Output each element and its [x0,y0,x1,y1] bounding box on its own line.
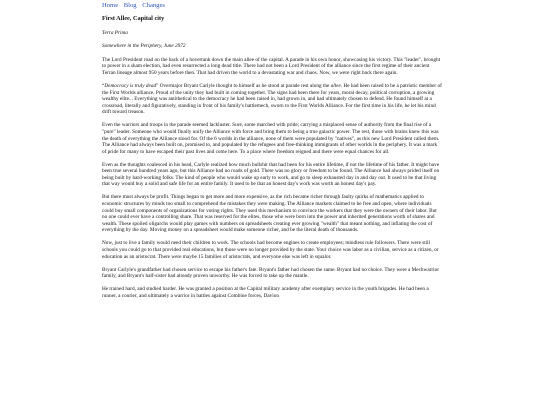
nav-link-blog[interactable]: Blog [123,2,137,9]
paragraph-8: He trained hard, and studied harder. He was granted a position at the Capital military academy after exemplary service in the youth brigades. He had been a runner, a courier, and ultimately a warrior in battles against Combine forces, Davion [102,286,429,299]
quote-text: Democracy is truly dead [104,82,157,89]
paragraph-2-text-a: Overmajor Bryant Carlyle thought to himself as he stood at parade rest along the [158,82,331,89]
article [102,16,442,306]
top-nav [102,2,169,10]
article-dateline: Somewhere in the Periphery, June 2972 [102,43,186,50]
nav-link-changes[interactable]: Changes [142,2,165,9]
paragraph-2-text-b: . He had been raised to be a patriotic member of the First Worlds alliance. Proud of the unity they had built in coming together. The signs had been there for years, moral decay, political corruption, a growing wealthy elite... Everything was antithetical to the democracy he had been raised in, had grown in, and had ultimately chosen to defend. He found himself at a crossroad, literally and figuratively, standing in front of his family's battlemech, sworn to the First Worlds Alliance. For the first time in his life, he let his mind drift toward treason. [102,82,442,116]
paragraph-2: “Democracy is truly dead” Overmajor Bryant Carlyle thought to himself as he stood at parade rest along the allee. He had been raised to be a patriotic member of the First Worlds alliance. Proud of the unity they had built in coming together. The signs had been there for years, moral decay, political corruption, a growing wealthy elite... Everything was antithetical to the democracy he had been raised in, had grown in, and had ultimately chosen to defend. He found himself at a crossroad, literally and figuratively, standing in front of his family's battlemech, sworn to the First Worlds Alliance. For the first time in his life, he let his mind drift toward treason. [102,82,442,116]
article-title: First Allee, Capital city [102,15,165,22]
paragraph-5: But there must always be profit. Things began to get more and more expensive, as the rich became richer through faulty quirks of mathematics applied to economic structures by minds too small to comprehend the mistakes they were making. The Alliance markets claimed to be free and open, where individuals could buy small components of organizations for voting rights. They used this mechanism to convince the workers that they were the owners of their labor. But no one could ever have a controlling share. That was reserved for the elites, those who were born into the power and inherited generations worth of shares and wealth. These spoiled oligarchs would play games with numbers on spreadsheets creating ever growing "wealth" that meant nothing, and inflating the cost of everything by the day. Moving money on a spreadsheet would make someone richer, and be the literal death of thousands. [102,194,437,234]
article-subtitle: Terra Prima [102,29,128,36]
paragraph-4: Even as the thoughts coalesced in his head, Carlyle realized how much bullshit that had been for his entire lifetime, if not the lifetime of his father. It might have been true several hundred years ago, but this Alliance had no roads of gold. There was no glory or freedom to be found. The Alliance had always prided itself on being built by hard-working folks. The kind of people who would wake up early to work, and go to sleep exhausted day in and day out. It used to be that living that way would buy a solid and safe life for an entire family. It used to be that an honest day's work was worth an honest day's pay. [102,161,440,188]
paragraph-7: Bryant Carlyle's grandfather had chosen service to escape his father's fate. Bryant's father had chosen the same. Bryant had no choice. They were a Mechwarrior family, and Bryant's half-sister had already proven unworthy. He was forced to take up the mantle. [102,266,440,280]
allee-word: allee [330,82,341,89]
paragraph-1: The Lord President road on the back of a hovertank down the main allee of the capital. A parade in his own honor, showcasing his victory. This "leader", brought to power in a sham election, had even resurrected a long dead title. There had not been a Lord President of the alliance since the first regime of their ancient Terran lineage almost 950 years before then. That had driven the world to a devastating war and chaos. Now, we were right back there again. [102,56,441,76]
nav-link-home[interactable]: Home [102,2,119,9]
paragraph-3: Even the warriors and troops in the parade seemed lackluster. Sure, some marched with pride; carrying a misplaced sense of authority from the final rise of a "pure" leader. Someone who would finally unify the Alliance with force and bring them to being a true galactic power. The rest, those with brains knew this was the death of everything the Alliance stood for. Of the 6 worlds in the alliance, none of them were populated by "natives", as this new Lord President called them. The Alliance had always been built on, promised to, and populated by the refugees and free-thinking immigrants of other worlds in the periphery. It was a mark of pride for many to have escaped their past lives and come here. To a place where freedom reigned and there were equal chances for all. [102,122,440,155]
paragraph-6: Now, just to live a family would need their children to work. The schools had become engines to create employees; mindless rule followers. There were still schools you could go to that provided real educations, but those were no longer provided by the state. Your choice was labor as a civilian, service as a citizen, or education as an aristocrat. There were maybe 15 families of aristocrats, and everyone else was left in squalor. [102,240,439,260]
